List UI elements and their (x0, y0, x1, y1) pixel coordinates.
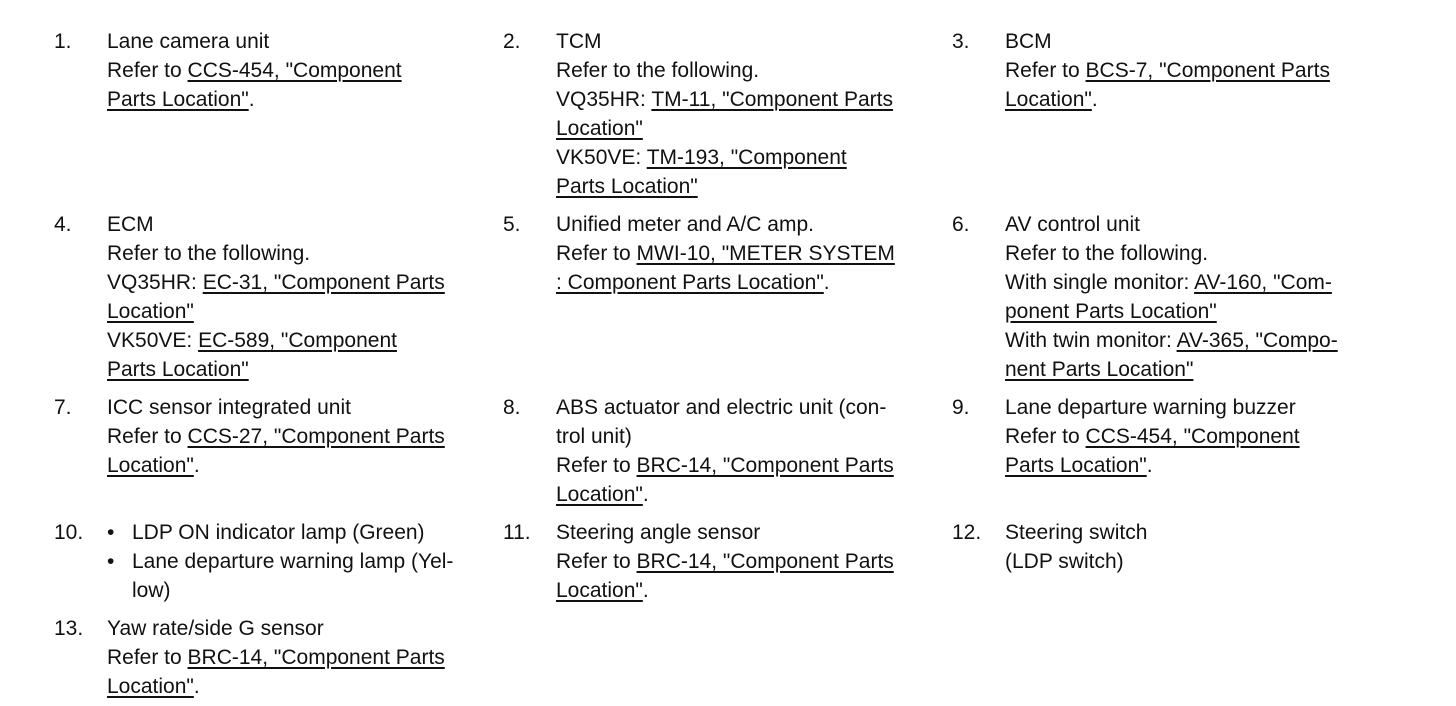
reference-link-cont[interactable]: Location" (107, 454, 194, 477)
bullet-item (107, 547, 453, 576)
item-title: Steering angle sensor (556, 521, 761, 544)
reference-link[interactable]: AV-160, "Com- (1194, 271, 1332, 294)
item-title: ECM (107, 213, 154, 236)
bullet-text-cont: low) (132, 579, 171, 602)
bullet-icon: • (107, 521, 115, 544)
period: . (1091, 88, 1098, 111)
reference-link-cont[interactable]: Location" (556, 579, 643, 602)
refer-text: Refer to the following. (1005, 242, 1209, 265)
reference-link[interactable]: BRC-14, "Component Parts (636, 550, 894, 573)
reference-link[interactable]: MWI-10, "METER SYSTEM (636, 242, 895, 265)
item-number: 6. (952, 213, 970, 236)
reference-link[interactable]: BCS-7, "Component Parts (1085, 59, 1330, 82)
refer-prefix: Refer to (107, 646, 188, 669)
item-number: 7. (54, 396, 72, 419)
item-number: 5. (503, 213, 521, 236)
period: . (193, 454, 200, 477)
period: . (823, 271, 830, 294)
reference-link-cont[interactable]: Location" (107, 300, 194, 323)
variant-label: With twin monitor: (1005, 329, 1177, 352)
item-title-cont: trol unit) (556, 425, 632, 448)
item-number: 10. (54, 521, 84, 544)
bullet-icon: • (107, 550, 115, 573)
reference-link[interactable]: AV-365, "Compo- (1176, 329, 1338, 352)
item-title: AV control unit (1005, 213, 1141, 236)
refer-text: Refer to the following. (556, 59, 760, 82)
refer-prefix: Refer to (1005, 59, 1086, 82)
item-title: Lane departure warning buzzer (1005, 396, 1296, 419)
reference-link-cont[interactable]: nent Parts Location" (1005, 358, 1194, 381)
refer-prefix: Refer to (1005, 425, 1086, 448)
reference-link-cont[interactable]: Location" (556, 117, 643, 140)
item-title: BCM (1005, 30, 1052, 53)
period: . (642, 483, 649, 506)
period: . (642, 579, 649, 602)
item-number: 12. (952, 521, 982, 544)
bullet-text: LDP ON indicator lamp (Green) (132, 521, 425, 544)
item-title: ABS actuator and electric unit (con- (556, 396, 887, 419)
item-number: 2. (503, 30, 521, 53)
item-title: Yaw rate/side G sensor (107, 617, 324, 640)
item-title: Unified meter and A/C amp. (556, 213, 814, 236)
variant-label: VQ35HR: (107, 271, 203, 294)
bullet-item-cont (107, 576, 453, 605)
refer-prefix: Refer to (107, 425, 188, 448)
reference-link-cont[interactable]: Location" (556, 483, 643, 506)
reference-link[interactable]: CCS-454, "Component (1085, 425, 1300, 448)
reference-link[interactable]: EC-589, "Component (198, 329, 397, 352)
refer-prefix: Refer to (556, 242, 637, 265)
item-title: Steering switch (1005, 521, 1148, 544)
period: . (193, 675, 200, 698)
item-number: 3. (952, 30, 970, 53)
reference-link-cont[interactable]: Location" (1005, 88, 1092, 111)
item-subtitle: (LDP switch) (1005, 550, 1124, 573)
variant-label: VK50VE: (107, 329, 199, 352)
item-title: TCM (556, 30, 602, 53)
variant-label: VQ35HR: (556, 88, 652, 111)
bullet-item (107, 518, 453, 547)
item-number: 13. (54, 617, 84, 640)
refer-prefix: Refer to (556, 454, 637, 477)
item-number: 4. (54, 213, 72, 236)
bullet-text: Lane departure warning lamp (Yel- (132, 550, 454, 573)
reference-link-cont[interactable]: Location" (107, 675, 194, 698)
item-title: ICC sensor integrated unit (107, 396, 351, 419)
reference-link[interactable]: BRC-14, "Component Parts (187, 646, 445, 669)
period: . (1146, 454, 1153, 477)
reference-link[interactable]: CCS-27, "Component Parts (187, 425, 445, 448)
reference-link[interactable]: BRC-14, "Component Parts (636, 454, 894, 477)
variant-label: With single monitor: (1005, 271, 1195, 294)
reference-link-cont[interactable]: Parts Location" (1005, 454, 1147, 477)
refer-text: Refer to the following. (107, 242, 311, 265)
reference-link[interactable]: TM-193, "Component (646, 146, 847, 169)
reference-link-cont[interactable]: : Component Parts Location" (556, 271, 824, 294)
period: . (248, 88, 255, 111)
reference-link-cont[interactable]: Parts Location" (556, 175, 698, 198)
refer-prefix: Refer to (556, 550, 637, 573)
reference-link[interactable]: EC-31, "Component Parts (202, 271, 445, 294)
item-number: 11. (503, 521, 531, 544)
reference-link[interactable]: TM-11, "Component Parts (651, 88, 893, 111)
reference-link-cont[interactable]: Parts Location" (107, 358, 249, 381)
item-number: 8. (503, 396, 521, 419)
variant-label: VK50VE: (556, 146, 647, 169)
reference-link-cont[interactable]: ponent Parts Location" (1005, 300, 1217, 323)
refer-prefix: Refer to (107, 59, 188, 82)
item-number: 9. (952, 396, 970, 419)
item-number: 1. (54, 30, 72, 53)
reference-link[interactable]: CCS-454, "Component (187, 59, 402, 82)
item-title: Lane camera unit (107, 30, 270, 53)
reference-link-cont[interactable]: Parts Location" (107, 88, 249, 111)
